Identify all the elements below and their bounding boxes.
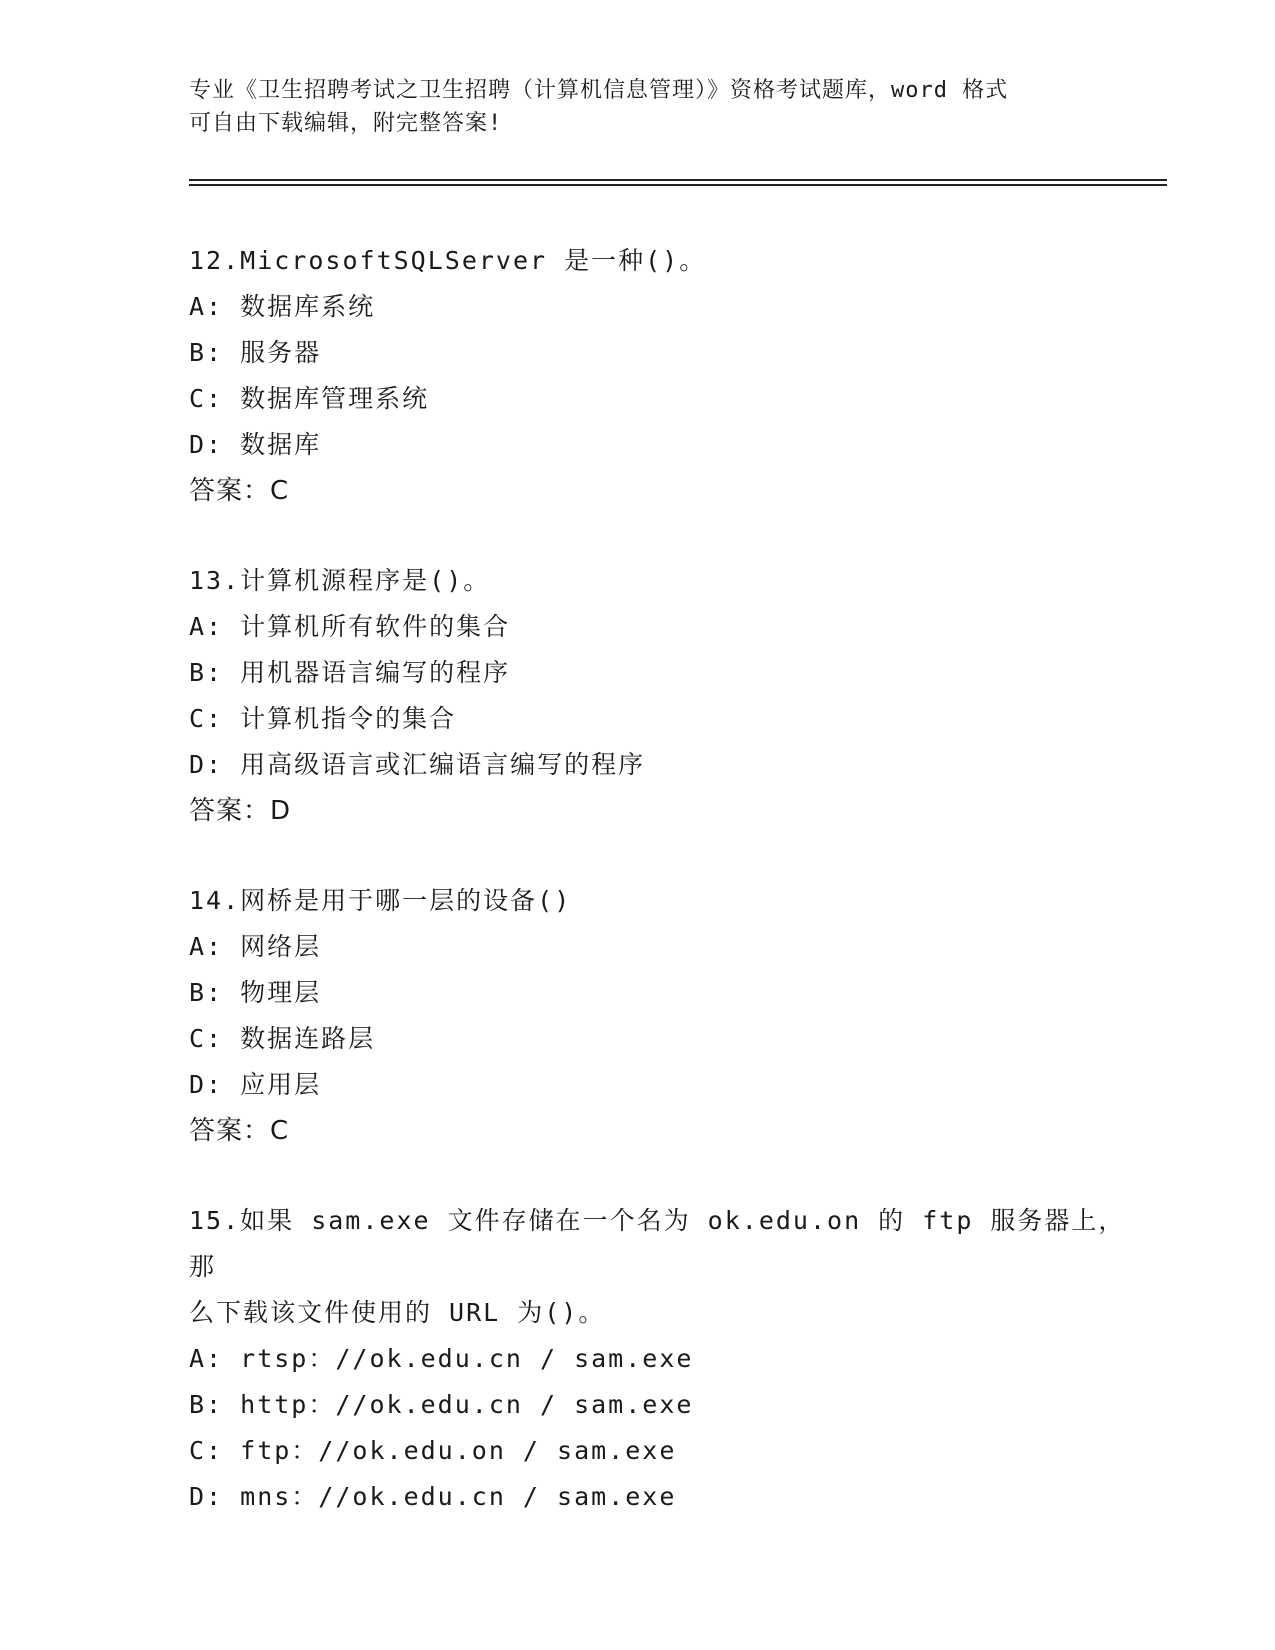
option-d: D: 数据库 — [189, 430, 322, 459]
option-d: D: 用高级语言或汇编语言编写的程序 — [189, 750, 646, 779]
question-12 — [189, 238, 1129, 514]
option-a: A: 计算机所有软件的集合 — [189, 612, 511, 641]
option-d: D: mns：//ok.edu.cn / sam.exe — [189, 1482, 677, 1511]
question-13 — [189, 558, 1129, 834]
question-list — [189, 238, 1129, 1564]
document-header — [189, 74, 1089, 140]
answer-text: 答案：D — [189, 796, 292, 826]
question-text-line-2: 么下载该文件使用的 URL 为()。 — [189, 1298, 606, 1327]
question-14 — [189, 878, 1129, 1154]
option-b: B: 用机器语言编写的程序 — [189, 658, 511, 687]
header-divider-bottom — [189, 184, 1167, 186]
option-a: A: rtsp：//ok.edu.cn / sam.exe — [189, 1344, 694, 1373]
header-line-2: 可自由下载编辑，附完整答案! — [189, 111, 503, 136]
option-c: C: 数据库管理系统 — [189, 384, 430, 413]
question-text: 12.MicrosoftSQLServer 是一种()。 — [189, 246, 707, 275]
header-divider-top — [189, 179, 1167, 181]
option-b: B: 物理层 — [189, 978, 322, 1007]
option-c: C: ftp：//ok.edu.on / sam.exe — [189, 1436, 677, 1465]
question-15 — [189, 1198, 1129, 1520]
question-text: 13.计算机源程序是()。 — [189, 566, 491, 595]
option-a: A: 数据库系统 — [189, 292, 376, 321]
option-c: C: 计算机指令的集合 — [189, 704, 457, 733]
question-text: 14.网桥是用于哪一层的设备() — [189, 886, 572, 915]
answer-text: 答案：C — [189, 1116, 290, 1146]
option-b: B: http：//ok.edu.cn / sam.exe — [189, 1390, 694, 1419]
option-b: B: 服务器 — [189, 338, 322, 367]
header-line-1: 专业《卫生招聘考试之卫生招聘（计算机信息管理）》资格考试题库，word 格式 — [189, 78, 1009, 103]
option-c: C: 数据连路层 — [189, 1024, 376, 1053]
option-d: D: 应用层 — [189, 1070, 322, 1099]
question-text-line-1: 15.如果 sam.exe 文件存储在一个名为 ok.edu.on 的 ftp 服务器上，那 — [189, 1206, 1126, 1281]
option-a: A: 网络层 — [189, 932, 322, 961]
answer-text: 答案：C — [189, 476, 290, 506]
